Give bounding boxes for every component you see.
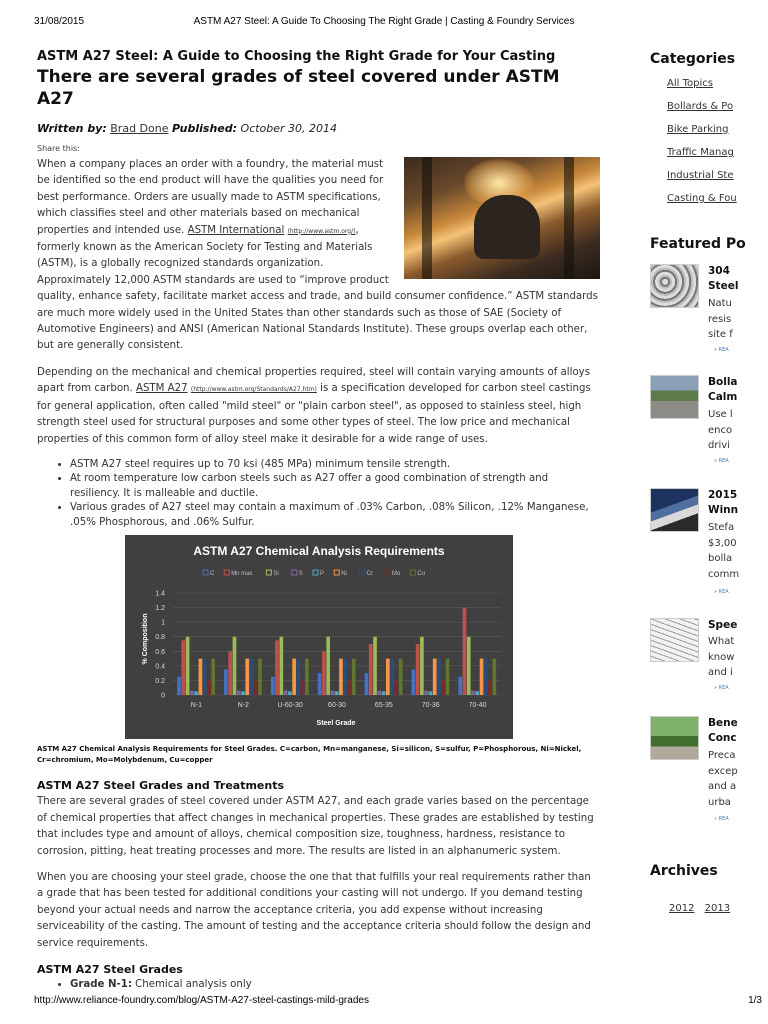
categories-heading: Categories: [650, 51, 736, 67]
bar-70-40-Si: [467, 637, 471, 695]
category-link-bollards[interactable]: Bollards & Po: [667, 101, 734, 112]
bar-65-35-C: [365, 674, 369, 696]
share-label: Share this:: [37, 144, 80, 153]
paragraph-choosing: When you are choosing your steel grade, choose the one that that fulfills your real requirements rather than a grade that has been tested for additional conditions your casting will not undergo. If you demand testing beyond your actual needs and narrow the acceptance criteria, you add expense without increasing serviceability of the casting. The amount of testing and the acceptance criteria should follow the design and service requirements.: [37, 872, 591, 949]
bar-U-60-30-S: [284, 691, 288, 695]
bar-N-1-Mn max: [181, 641, 185, 696]
grade-label: Grade N-1:: [70, 979, 132, 991]
y-tick-label: 0.2: [155, 678, 165, 686]
paragraph-grades: There are several grades of steel covered under ASTM A27, and each grade varies based on the percentage of chemical properties that affect changes in mechanical properties. These grades are established by testing that includes type and amount of alloys, chemical composition size, toughness, hardness, resistance to corrosion, pitting, heat treating processes and more. The results are listed in an alphanumeric system.: [37, 796, 594, 857]
bar-N-1-Si: [186, 637, 190, 695]
featured-post-title[interactable]: Bolla Calm: [708, 376, 738, 403]
bar-U-60-30-Cr: [297, 659, 301, 695]
bar-N-2-Cu: [258, 659, 262, 695]
byline: [37, 122, 600, 135]
chart-x-axis-label: Steel Grade: [316, 720, 356, 728]
category-link-bike-parking[interactable]: Bike Parking: [667, 124, 729, 135]
bar-N-1-S: [190, 691, 194, 695]
featured-post-excerpt: What know and i: [708, 636, 735, 678]
legend-swatch-6: [360, 570, 365, 575]
graduation-icon: [650, 488, 699, 532]
read-more-link[interactable]: » REA: [714, 589, 729, 595]
legend-swatch-7: [385, 570, 390, 575]
x-tick-label: 70-40: [468, 702, 487, 710]
featured-post-title[interactable]: 2015 Winn: [708, 489, 739, 516]
astm-a27-link[interactable]: ASTM A27: [136, 383, 188, 395]
section-heading-grades: ASTM A27 Steel Grades: [37, 963, 183, 977]
legend-label: P: [320, 571, 325, 578]
archives-heading: Archives: [650, 863, 718, 879]
y-tick-label: 0.6: [155, 649, 165, 657]
bar-70-36-Cu: [446, 659, 450, 695]
grade-list: [37, 978, 600, 993]
featured-posts-heading: Featured Po: [650, 236, 746, 252]
written-by-label: Written by:: [37, 122, 107, 135]
y-tick-label: 0.8: [155, 634, 165, 642]
legend-label: Si: [273, 571, 279, 578]
bar-N-1-C: [177, 677, 181, 695]
read-more-link[interactable]: » REA: [714, 347, 729, 353]
bar-60-30-Ni: [339, 659, 343, 695]
bar-U-60-30-Ni: [292, 659, 296, 695]
chemical-analysis-chart: [125, 535, 513, 739]
featured-post-excerpt: Preca excep and a urba: [708, 750, 738, 808]
x-tick-label: U-60-30: [277, 702, 303, 710]
astm-international-link[interactable]: ASTM International: [187, 224, 285, 236]
legend-swatch-2: [266, 570, 271, 575]
park-bollards-icon: [650, 716, 699, 760]
print-page-number: 1/3: [748, 995, 762, 1006]
archive-years: [669, 903, 768, 914]
foundry-photo: [404, 157, 600, 279]
bar-U-60-30-Cu: [305, 659, 309, 695]
list-item: • ASTM A27 steel requires up to 70 ksi (485 MPa) minimum tensile strength.: [70, 458, 600, 473]
paragraph-a27: [37, 365, 600, 448]
bar-70-36-Si: [420, 637, 424, 695]
bar-U-60-30-Mo: [301, 681, 305, 696]
bar-70-36-S: [424, 691, 428, 695]
bar-70-40-Ni: [480, 659, 484, 695]
bar-65-35-Ni: [386, 659, 390, 695]
bar-70-40-Mo: [488, 681, 492, 696]
bar-U-60-30-Mn max: [275, 641, 279, 696]
bar-60-30-Cr: [343, 659, 347, 695]
bar-N-2-P: [241, 692, 245, 696]
intro-block: [37, 157, 600, 355]
legend-label: S: [298, 571, 303, 578]
bar-65-35-P: [382, 692, 386, 696]
x-tick-label: N-2: [237, 702, 249, 710]
list-item: • At room temperature low carbon steels such as A27 offer a good combination of strength and resiliency. It is malleable and ductile.: [70, 472, 600, 501]
y-tick-label: 1.4: [155, 590, 165, 598]
bar-70-40-Cu: [493, 659, 497, 695]
bar-65-35-Si: [373, 637, 377, 695]
bar-60-30-P: [335, 692, 339, 696]
bar-70-40-S: [471, 691, 475, 695]
bar-65-35-Mn max: [369, 644, 373, 695]
bar-N-2-Mo: [254, 681, 258, 696]
list-item: [70, 978, 600, 993]
featured-post-excerpt: Use l enco drivi: [708, 409, 733, 451]
y-tick-label: 1: [161, 620, 165, 628]
category-link-casting[interactable]: Casting & Fou: [667, 193, 737, 204]
bar-N-1-Cr: [203, 659, 207, 695]
astm-a27-url[interactable]: (http://www.astm.org/Standards/A27.htm): [190, 386, 317, 394]
bar-70-36-P: [429, 692, 433, 696]
chart-legend: [203, 570, 425, 577]
bar-N-1-Mo: [207, 681, 211, 696]
bar-N-1-Cu: [211, 659, 215, 695]
legend-swatch-8: [410, 570, 415, 575]
legend-swatch-1: [224, 570, 229, 575]
category-link-industrial[interactable]: Industrial Ste: [667, 170, 734, 181]
chart-svg: [125, 535, 513, 739]
chart-title: ASTM A27 Chemical Analysis Requirements: [193, 544, 445, 559]
category-link-all-topics[interactable]: All Topics: [667, 78, 713, 89]
featured-post-title[interactable]: 304 Steel: [708, 265, 739, 292]
read-more-link[interactable]: » REA: [714, 458, 729, 464]
chart-caption: ASTM A27 Chemical Analysis Requirements for Steel Grades. C=carbon, Mn=manganese, Si=silicon, S=sulfur, P=Phosphorous, Ni=Nickel, Cr=chromium, Mo=Molybdenum, Cu=copper: [37, 745, 582, 765]
bar-N-2-C: [224, 670, 228, 696]
read-more-link[interactable]: » REA: [714, 685, 729, 691]
bar-N-2-Mn max: [228, 652, 232, 696]
legend-swatch-3: [292, 570, 297, 575]
print-date: 31/08/2015: [34, 16, 85, 27]
legend-label: Ni: [341, 571, 347, 578]
legend-label: C: [210, 571, 215, 578]
bar-N-2-Ni: [245, 659, 249, 695]
featured-post-excerpt: Stefa $3,00 bolla comm: [708, 522, 740, 580]
bollards-street-icon: [650, 375, 699, 419]
bar-60-30-Si: [326, 637, 330, 695]
bar-65-35-Cr: [390, 659, 394, 695]
legend-label: Mo: [392, 571, 401, 578]
legend-swatch-0: [203, 570, 208, 575]
bar-65-35-Mo: [395, 681, 399, 696]
article-kicker: ASTM A27 Steel: A Guide to Choosing the Right Grade for Your Casting: [37, 49, 556, 64]
category-link-traffic[interactable]: Traffic Manag: [667, 147, 734, 158]
x-tick-label: 65-35: [374, 702, 393, 710]
sidebar: [650, 48, 768, 914]
featured-post[interactable]: [650, 488, 768, 618]
archive-year-link[interactable]: 2012: [669, 903, 695, 914]
featured-post-title[interactable]: Bene Conc: [708, 717, 738, 744]
bar-N-2-Cr: [250, 659, 254, 695]
published-label: Published:: [172, 122, 238, 135]
steel-pipes-icon: [650, 264, 699, 308]
x-tick-label: 60-30: [328, 702, 346, 710]
bar-70-40-Mn max: [463, 608, 467, 695]
bar-70-36-C: [412, 670, 416, 696]
bar-U-60-30-Si: [279, 637, 283, 695]
legend-label: Cr: [366, 571, 373, 578]
legend-swatch-4: [313, 570, 318, 575]
bar-N-2-Si: [233, 637, 237, 695]
p2-text-a: Depending on the mechanical and chemical properties required, steel will contain varying amounts of alloys apart from carbon.: [37, 366, 591, 395]
chart-x-ticks: [191, 702, 487, 709]
print-page-title: ASTM A27 Steel: A Guide To Choosing The Right Grade | Casting & Foundry Services: [193, 16, 575, 27]
bar-N-1-P: [194, 692, 198, 696]
p1-text-b: , formerly known as the American Society for Testing and Materials (ASTM), is a globally recognized standards organization. Approximately 12,000 ASTM standards are used to “improve product quality, enhance safety, facilitate market access and trade, and build consumer confidence.” ASTM standards are much more widely used in the United States than other standards such as those of SAE (Society of Automotive Engineers) and ANSI (American National Standards Institute). These groups overlap each other, but are generally consistent.: [37, 224, 598, 352]
featured-post-title[interactable]: Spee: [708, 619, 738, 631]
grade-text: Chemical analysis only: [131, 979, 252, 991]
bar-70-36-Mo: [441, 681, 445, 696]
archive-year-link[interactable]: 2013: [704, 903, 731, 914]
bar-65-35-S: [377, 691, 381, 695]
legend-label: Cu: [417, 571, 426, 578]
astm-international-url[interactable]: (http://www.astm.org/): [287, 227, 356, 235]
bar-60-30-Mo: [348, 681, 352, 696]
section-heading-grades-treatments: ASTM A27 Steel Grades and Treatments: [37, 779, 285, 793]
bar-70-36-Cr: [437, 659, 441, 695]
bar-70-36-Ni: [433, 659, 437, 695]
p1-text-a: When a company places an order with a foundry, the material must be identified so the end product will have the qualities you need for best performance. Orders are usually made to ASTM specifications, which classifies steel and other materials based on mechanical properties and intended use.: [37, 159, 384, 236]
bar-70-40-Cr: [484, 659, 488, 695]
featured-post[interactable]: [650, 716, 768, 827]
featured-post[interactable]: [650, 375, 768, 488]
y-tick-label: 0.4: [155, 663, 165, 671]
featured-post[interactable]: [650, 264, 768, 375]
article: [37, 48, 600, 993]
bar-60-30-Mn max: [322, 652, 326, 696]
list-item: • Various grades of A27 steel may contain a maximum of .03% Carbon, .08% Silicon, .12% Manganese, .05% Phosphorous, and .06% Sulfur.: [70, 501, 600, 530]
legend-label: Mn max: [231, 571, 253, 578]
read-more-link[interactable]: » REA: [714, 816, 729, 822]
featured-post[interactable]: [650, 618, 768, 716]
bar-60-30-S: [331, 691, 335, 695]
legend-swatch-5: [334, 570, 339, 575]
chart-y-axis-label: % Composition: [142, 613, 149, 665]
bar-N-1-Ni: [199, 659, 203, 695]
featured-posts-list: [650, 264, 768, 827]
speed-bump-sketch-icon: [650, 618, 699, 662]
p2-text-b: is a specification developed for carbon steel castings for general application, often called "mild steel" or "plain carbon steel", as opposed to stainless steel, high strength steel used for structural purposes and some other types of steel. The low price and mechanical properties of this common form of alloy steel make it desirable for a wide range of uses.: [37, 383, 591, 445]
article-title: There are several grades of steel covered under ASTM A27: [37, 67, 560, 109]
bar-70-40-C: [458, 677, 462, 695]
author-link[interactable]: Brad Done: [110, 122, 169, 135]
x-tick-label: 70-36: [421, 702, 440, 710]
y-tick-label: 1.2: [155, 605, 165, 613]
published-date: October 30, 2014: [240, 122, 338, 135]
bar-70-40-P: [475, 692, 479, 696]
y-tick-label: 0: [161, 692, 165, 700]
bar-60-30-Cu: [352, 659, 356, 695]
categories-list: [650, 72, 768, 210]
property-list: [37, 458, 600, 531]
bar-N-2-S: [237, 691, 241, 695]
bar-U-60-30-C: [271, 677, 275, 695]
print-url: http://www.reliance-foundry.com/blog/ASTM-A27-steel-castings-mild-grades: [34, 995, 369, 1006]
x-tick-label: N-1: [190, 702, 203, 710]
bar-65-35-Cu: [399, 659, 403, 695]
bar-70-36-Mn max: [416, 644, 420, 695]
bar-U-60-30-P: [288, 692, 292, 696]
bar-60-30-C: [318, 674, 322, 696]
featured-post-excerpt: Natu resis site f: [708, 298, 733, 340]
